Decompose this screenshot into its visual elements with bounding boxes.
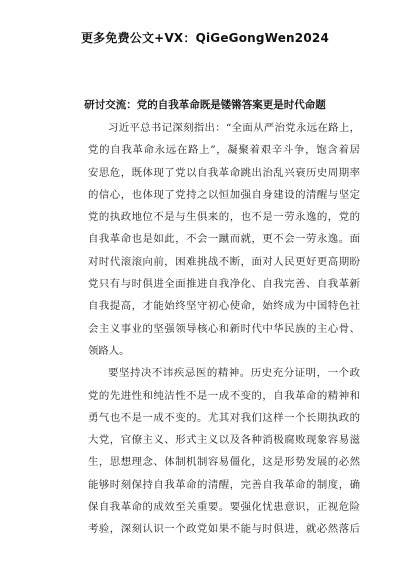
text-line: 考验，深刻认识一个政党如果不能与时俱进，就必然落后 <box>88 523 360 536</box>
paragraph-1 <box>88 117 360 362</box>
text-line: 能够时刻保持自我革命的清醒，完善自我革命的制度，确 <box>88 478 360 491</box>
text-line: 生，思想理念、体制机制容易僵化，这是形势发展的必然 <box>88 456 360 469</box>
paragraph-2 <box>88 362 360 540</box>
text-line: 自我革命也是如此，不会一蹴而就，更不会一劳永逸。面 <box>88 233 360 246</box>
text-line: 党只有与时俱进全面推进自我净化、自我完善、自我革新 <box>88 278 360 291</box>
text-line: 的信心，也体现了党持之以恒加强自身建设的清醒与坚定 <box>88 188 360 201</box>
text-line: 自我提高，才能始终坚守初心使命，始终成为中国特色社 <box>88 300 360 313</box>
text-line: 领路人。 <box>88 344 130 357</box>
text-line: 保自我革命的成效至关重要。要强化忧患意识，正视危险 <box>88 501 360 514</box>
text-line: 党的先进性和纯洁性不是一成不变的，自我革命的精神和 <box>88 389 360 402</box>
text-line: 对时代滚滚向前，困难挑战不断，面对人民更好更高期盼 <box>88 255 360 268</box>
text-line: 党的自我革命永远在路上”，凝聚着艰辛斗争，饱含着居 <box>88 144 360 157</box>
text-line: 大党，官僚主义、形式主义以及各种消极腐败现象容易滋 <box>88 434 360 447</box>
text-line: 安思危，既体现了党以自我革命跳出治乱兴衰历史周期率 <box>88 166 360 179</box>
document-body <box>88 117 360 541</box>
text-line: 要坚持决不讳疾忌医的精神。历史充分证明，一个政 <box>108 367 360 380</box>
document-title: 研讨交流：党的自我革命既是镂锵答案更是时代命题 <box>84 99 326 111</box>
text-line: 会主义事业的坚强领导核心和新时代中华民族的主心骨、 <box>88 322 360 335</box>
text-line: 勇气也不是一成不变的。尤其对我们这样一个长期执政的 <box>88 411 360 424</box>
text-line: 习近平总书记深刻指出：“全面从严治党永远在路上， <box>108 122 360 134</box>
watermark-header: 更多免费公文+VX：QiGeGongWen2024 <box>80 31 329 45</box>
text-line: 党的执政地位不是与生俱来的，也不是一劳永逸的，党的 <box>88 211 360 224</box>
